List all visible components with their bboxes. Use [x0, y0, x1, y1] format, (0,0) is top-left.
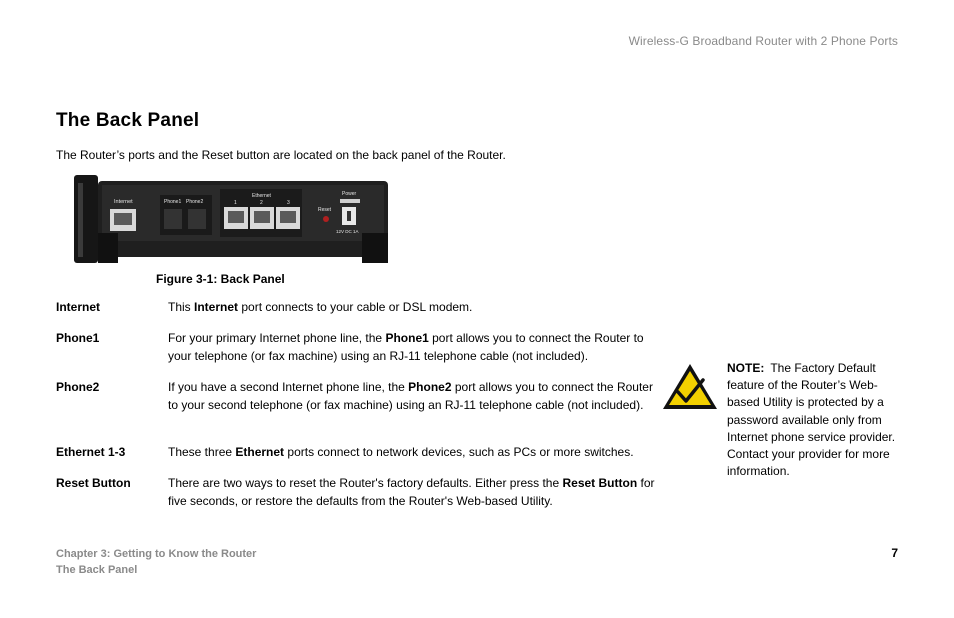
port-description-text: These three [168, 445, 236, 459]
port-term: Internet [56, 300, 101, 314]
ethernet-label: Ethernet [252, 193, 271, 199]
page-number: 7 [891, 546, 898, 560]
port-description [168, 474, 661, 510]
section-title: The Back Panel [56, 110, 200, 131]
note-label: NOTE: [727, 361, 765, 375]
port-description-emphasis: Phone2 [408, 380, 452, 394]
phone1-label: Phone1 [164, 199, 182, 205]
port-description-text: port connects to your cable or DSL modem. [238, 300, 473, 314]
phone2-port [188, 209, 206, 229]
port-description-text: port allows you to connect the Router to your second telephone (or fax machine) using an RJ-11 telephone cable (not included). [168, 380, 653, 412]
port-description-text: There are two ways to reset the Router's factory defaults. Either press the [168, 476, 563, 490]
footer-chapter: Chapter 3: Getting to Know the Router [56, 548, 257, 560]
reset-button-hole [323, 216, 329, 222]
footer-section: The Back Panel [56, 564, 138, 576]
port-row [56, 474, 661, 510]
eth3-label: 3 [287, 200, 290, 206]
port-term: Phone1 [56, 331, 100, 345]
figure-caption: Figure 3-1: Back Panel [156, 272, 285, 286]
eth1-label: 1 [234, 200, 237, 206]
note-box [727, 360, 907, 480]
running-header: Wireless-G Broadband Router with 2 Phone Ports [628, 34, 898, 48]
port-row [56, 329, 661, 365]
antenna [74, 175, 98, 263]
back-panel-figure [62, 173, 388, 265]
port-description [168, 443, 661, 461]
port-term: Reset Button [56, 476, 131, 490]
port-description-text: ports connect to network devices, such as PCs or more switches. [284, 445, 634, 459]
port-description [168, 329, 661, 365]
eth2-label: 2 [260, 200, 263, 206]
port-row [56, 298, 661, 316]
port-description-text: port allows you to connect the Router to your telephone (or fax machine) using an RJ-11 telephone cable (not included). [168, 331, 644, 363]
reset-label: Reset [318, 207, 332, 213]
power-label: Power [342, 191, 357, 197]
port-description-emphasis: Reset Button [562, 476, 638, 490]
intro-text: The Router’s ports and the Reset button are located on the back panel of the Router. [56, 148, 506, 162]
port-row [56, 378, 661, 414]
internet-label: Internet [114, 199, 133, 205]
port-description [168, 378, 661, 414]
port-description-text: This [168, 300, 195, 314]
port-term: Ethernet 1-3 [56, 445, 126, 459]
port-term: Phone2 [56, 380, 100, 394]
port-row [56, 443, 661, 461]
port-description [168, 298, 661, 316]
checkmark-warning-icon [661, 362, 719, 412]
phone2-label: Phone2 [186, 199, 204, 205]
port-description-emphasis: Internet [194, 300, 239, 314]
power-rating: 12V DC 1A [336, 229, 359, 234]
port-description-text: for five seconds, or restore the defaults from the Router's Web-based Utility. [168, 476, 655, 508]
port-description-emphasis: Phone1 [385, 331, 429, 345]
port-description-text: If you have a second Internet phone line, the [168, 380, 409, 394]
phone1-port [164, 209, 182, 229]
footer [56, 546, 256, 578]
port-description-emphasis: Ethernet [235, 445, 285, 459]
note-text: The Factory Default feature of the Router’s Web-based Utility is protected by a password available only from Internet phone service provider. Contact your provider for more information. [727, 361, 896, 479]
port-description-text: For your primary Internet phone line, the [168, 331, 386, 345]
